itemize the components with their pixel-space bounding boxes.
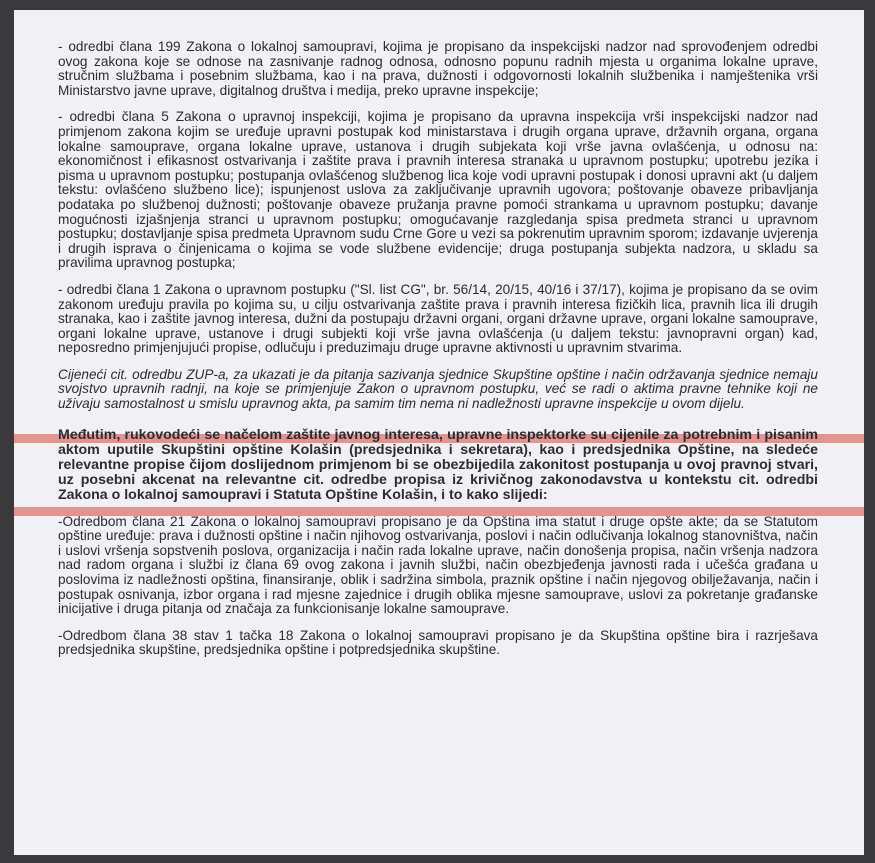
paragraph-clan-21: -Odredbom člana 21 Zakona o lokalnoj samoupravi propisano je da Opština ima statut i druge opšte akte; da se Statutom opštine uređuje: prava i dužnosti opštine i način njihovog ostvarivanja, poslovi i način odlučivanja lokalnog stanovništva, način i uslovi vršenja sopstvenih poslova, organizacija i način rada lokalne uprave, način donošenja propisa, način vršenja nadzora nad radom organa i službi iz člana 69 ovog zakona i javnih službi, način obezbjeđenja javnosti rada i učešća građana u poslovima iz nadležnosti opština, finansiranje, oblik i sadržina simbola, praznik opštine i način njegovog obilježavanja, način i postupak osnivanja, izbor organa i rad mjesne zajednice i drugih oblika mjesne samouprave, uslovi za pokretanje građanske inicijative i druga pitanja od značaja za funkcionisanje lokalne samouprave.	[58, 513, 818, 617]
document-page	[14, 10, 864, 855]
paragraph-clan-5: - odredbi člana 5 Zakona o upravnoj inspekciji, kojima je propisano da upravna inspekcija vrši inspekcijski nadzor nad primjenom zakona kojim se uređuje upravni postupak kod ministarstava i drugih organa uprave, državnih organa, organa lokalne samouprave, organa lokalne uprave, ustanova i drugih subjekata koji vrše javna ovlašćenja, u odnosu na: ekonomičnost i efikasnost ostvarivanja i zaštite prava i pravnih interesa stranaka u upravnom postupku; upotrebu jezika i pisma u upravnom postupku; postupanja ovlašćenog službenog lica koje vodi upravni postupak i donosi upravni akt (u daljem tekstu: ovlašćeno službeno lice); ispunjenost uslova za zaključivanje upravnih ugovora; poštovanje obaveze pribavljanja podataka po službenoj dužnosti; poštovanje obaveze pružanja pravne pomoći strankama u upravnom postupku; davanje mogućnosti izjašnjenja stranci u upravnom postupku; omogućavanje razgledanja spisa predmeta stranci u upravnom postupku; dostavljanje spisa predmeta Upravnom sudu Crne Gore u vezi sa pokrenutim upravnim sporom; izdavanje uvjerenja i drugih isprava o činjenicama o kojima se vode službene evidencije; druga postupanja subjekta nadzora, u skladu sa pravilima upravnog postupka;	[58, 109, 818, 271]
document-body	[58, 40, 818, 670]
paragraph-clan-38: -Odredbom člana 38 stav 1 tačka 18 Zakona o lokalnoj samoupravi propisano je da Skupština opštine bira i razrješava predsjednika skupštine, predsjednika opštine i potpredsjednika skupštine.	[58, 627, 818, 658]
paragraph-clan-199: - odredbi člana 199 Zakona o lokalnoj samoupravi, kojima je propisano da inspekcijski nadzor nad sprovođenjem odredbi ovog zakona koje se odnose na zasnivanje radnog odnosa, odnosno popunu radnih mjesta u organima lokalne uprave, stručnim službama i posebnim službama, kao i na prava, dužnosti i odgovornosti lokalnih službenika i namještenika vrši Ministarstvo javne uprave, digitalnog društva i medija, preko upravne inspekcije;	[58, 39, 818, 98]
paragraph-clan-1: - odredbi člana 1 Zakona o upravnom postupku ("Sl. list CG", br. 56/14, 20/15, 40/16 i 37/17), kojima je propisano da se ovim zakonom uređuju pravila po kojima su, u cilju ostvarivanja zaštite prava i pravnih interesa fizičkih lica, pravnih lica ili drugih stranaka, kao i zaštite javnog interesa, dužni da postupaju državni organi, organi državne uprave, organi lokalne samouprave, organi lokalne uprave, ustanove i drugi subjekti koji vrše javna ovlašćenja (u daljem tekstu: javnopravni organ) kad, neposredno primjenjujući propise, odlučuju i preduzimaju druge upravne aktivnosti u upravnim stvarima.	[58, 281, 818, 356]
paragraph-medjutim: Međutim, rukovodeći se načelom zaštite javnog interesa, upravne inspektorke su cijenile za potrebnim i pisanim aktom uputile Skupštini opštine Kolašin (predsjednika i sekretara), kao i predsjednika Opštine, na sledeće relevantne propise čijom doslijednom primjenom bi se obezbijedila zakonitost postupanja u ovoj pravnoj stvari, uz posebni akcenat na relevantne cit. odredbe propisa iz krivičnog zakonodavstva u kontekstu cit. odredbi Zakona o lokalnoj samoupravi i Statuta Opštine Kolašin, i to kako slijedi:	[58, 426, 818, 503]
paragraph-zup-note: Cijeneći cit. odredbu ZUP-a, za ukazati je da pitanja sazivanja sjednice Skupštine opštine i način održavanja sjednice nemaju svojstvo upravnih radnji, na koje se primjenjuje Zakon o upravnom postupku, već se radi o aktima pravne tehnike koji ne uživaju samostalnost u smislu upravnog akta, pa samim tim nema ni nadležnosti upravne inspekcije u ovom dijelu.	[58, 366, 818, 412]
